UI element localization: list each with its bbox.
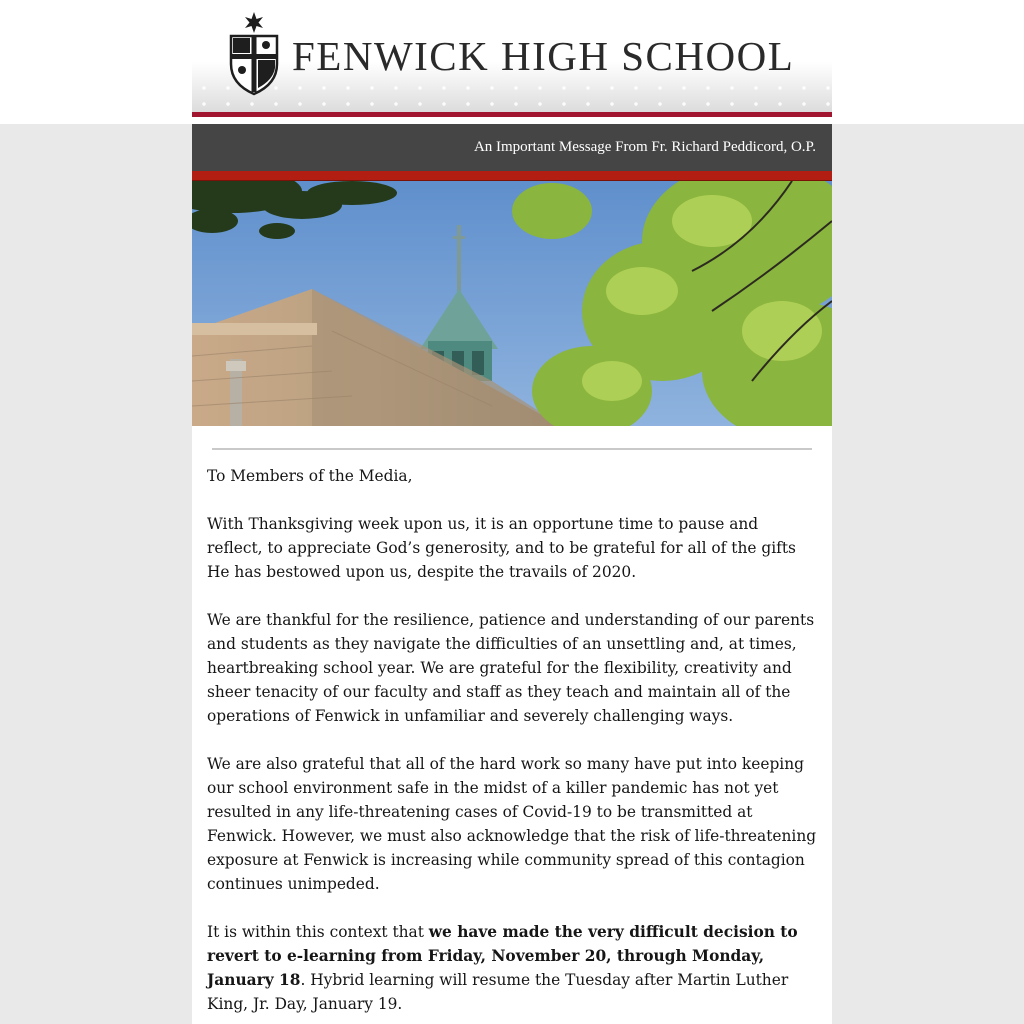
paragraph-4-rest: . Hybrid learning will resume the Tuesday after Martin Luther King, Jr. Day, January 19. xyxy=(207,971,789,1013)
fenwick-crest-icon xyxy=(228,12,280,96)
paragraph-1: With Thanksgiving week upon us, it is an opportune time to pause and reflect, to appreciate God’s generosity, and to be grateful for all of the gifts He has bestowed upon us, despite the travails of 2020. xyxy=(207,515,796,581)
hero-image xyxy=(192,181,832,426)
letter-body xyxy=(192,450,832,1016)
paragraph-2: We are thankful for the resilience, patience and understanding of our parents and students as they navigate the difficulties of an unsettling and, at times, heartbreaking school year. We are grateful for the flexibility, creativity and sheer tenacity of our faculty and staff as they teach and maintain all of the operations of Fenwick in unfamiliar and severely challenging ways. xyxy=(207,611,815,725)
paragraph-4 xyxy=(207,920,817,1016)
paragraph-4-emphasis: we have made the very difficult decision to revert to e-learning from Friday, November 20, through Monday, January 18 xyxy=(207,923,798,989)
paragraph-3: We are also grateful that all of the hard work so many have put into keeping our school environment safe in the midst of a killer pandemic has not yet resulted in any life-threatening cases of Covid-19 to be transmitted at Fenwick. However, we must also acknowledge that the risk of life-threatening exposure at Fenwick is increasing while community spread of this contagion continues unimpeded. xyxy=(207,755,817,893)
masthead xyxy=(192,0,832,112)
message-bar-text: An Important Message From Fr. Richard Peddicord, O.P. xyxy=(473,139,816,155)
email-container xyxy=(192,0,832,1024)
paragraph-4-intro: It is within this context that xyxy=(207,923,429,941)
message-bar xyxy=(192,124,832,171)
header-gap xyxy=(192,117,832,124)
salutation: To Members of the Media, xyxy=(207,467,413,485)
school-name: FENWICK HIGH SCHOOL xyxy=(292,33,795,79)
masthead-pattern xyxy=(192,80,832,112)
red-strip xyxy=(192,171,832,181)
